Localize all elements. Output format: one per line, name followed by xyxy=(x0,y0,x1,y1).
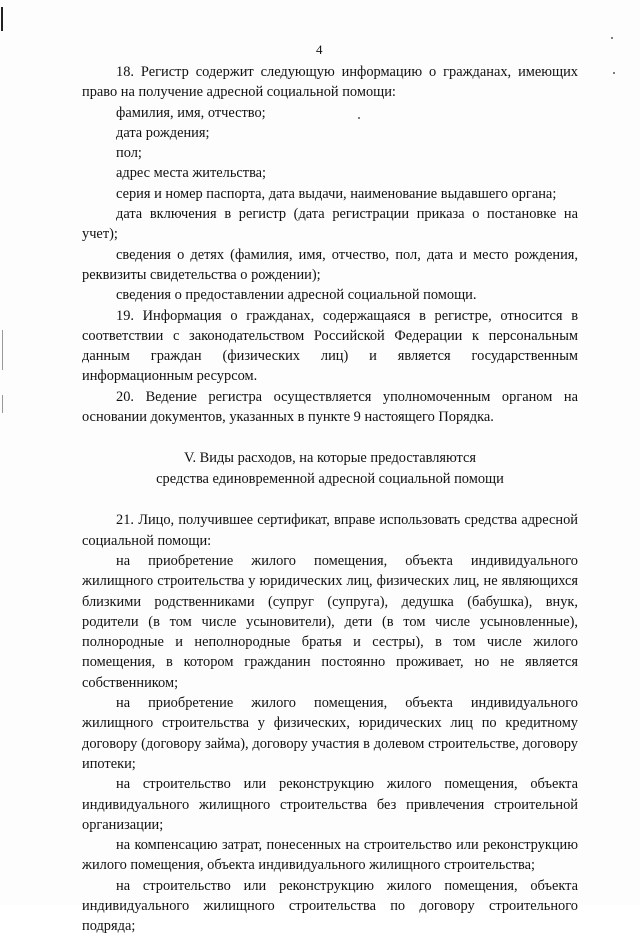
expense-item-contract-construction: на строительство или реконструкцию жилого помещения, объекта индивидуального жилищного строительства по договору строительного подряда; xyxy=(82,877,578,935)
list-item-full-name: фамилия, имя, отчество; xyxy=(116,104,266,121)
expense-item-purchase-unrelated: на приобретение жилого помещения, объекта индивидуального жилищного строительства у юридических лиц, физических лиц, не являющихся близкими родственниками (супруг (супруга), дедушка (бабушка), внук, родители (в том числе усыновители), дети (в том числе усыновленные), полнородные и неполнородные братья и сестры), в том числе жилого помещения, в котором гражданин постоянно проживает, но не является собственником; xyxy=(82,552,578,691)
paragraph-20: 20. Ведение регистра осуществляется уполномоченным органом на основании документов, указанных в пункте 9 настоящего Порядка. xyxy=(82,388,578,426)
list-item-aid-info: сведения о предоставлении адресной социальной помощи. xyxy=(116,287,477,304)
expense-item-compensation: на компенсацию затрат, понесенных на строительство или реконструкцию жилого помещения, объекта индивидуального жилищного строительства; xyxy=(82,837,578,874)
scan-speck xyxy=(613,72,615,74)
expense-item-purchase-credit: на приобретение жилого помещения, объекта индивидуального жилищного строительства у физических, юридических лиц по кредитному договору (договору займа), договору участия в долевом строительстве, договору ипотеки; xyxy=(82,695,578,772)
expense-item-self-construction: на строительство или реконструкцию жилого помещения, объекта индивидуального жилищного строительства без привлечения строительной организации; xyxy=(82,776,578,833)
list-item-sex: пол; xyxy=(116,145,142,162)
section-heading-line-1: V. Виды расходов, на которые предоставляются xyxy=(183,450,477,467)
paragraph-21: 21. Лицо, получившее сертификат, вправе использовать средства адресной социальной помощи: xyxy=(82,512,578,549)
document-body xyxy=(82,62,578,937)
list-item-address: адрес места жительства; xyxy=(116,165,267,182)
scan-binding-mark xyxy=(1,7,3,31)
scan-edge-mark xyxy=(2,330,3,370)
section-heading xyxy=(82,448,578,489)
paragraph-18: 18. Регистр содержит следующую информацию о гражданах, имеющих право на получение адресной социальной помощи: xyxy=(82,64,578,101)
scan-edge-mark xyxy=(2,395,3,413)
paragraph-19: 19. Информация о гражданах, содержащаяся в регистре, относится в соответствии с законодательством Российской Федерации к персональным данным граждан (физических лиц) и является государственным информационным ресурсом. xyxy=(82,307,578,385)
scan-speck xyxy=(611,37,613,39)
section-heading-line-2: средства единовременной адресной социальной помощи xyxy=(156,470,504,487)
list-item-registry-date: дата включения в регистр (дата регистрации приказа о постановке на учет); xyxy=(82,206,578,243)
list-item-birth-date: дата рождения; xyxy=(116,124,210,141)
list-item-children: сведения о детях (фамилия, имя, отчество, пол, дата и место рождения, реквизиты свидетельства о рождении); xyxy=(82,246,578,283)
list-item-passport: серия и номер паспорта, дата выдачи, наименование выдавшего органа; xyxy=(116,185,557,202)
page-number: 4 xyxy=(316,42,323,57)
